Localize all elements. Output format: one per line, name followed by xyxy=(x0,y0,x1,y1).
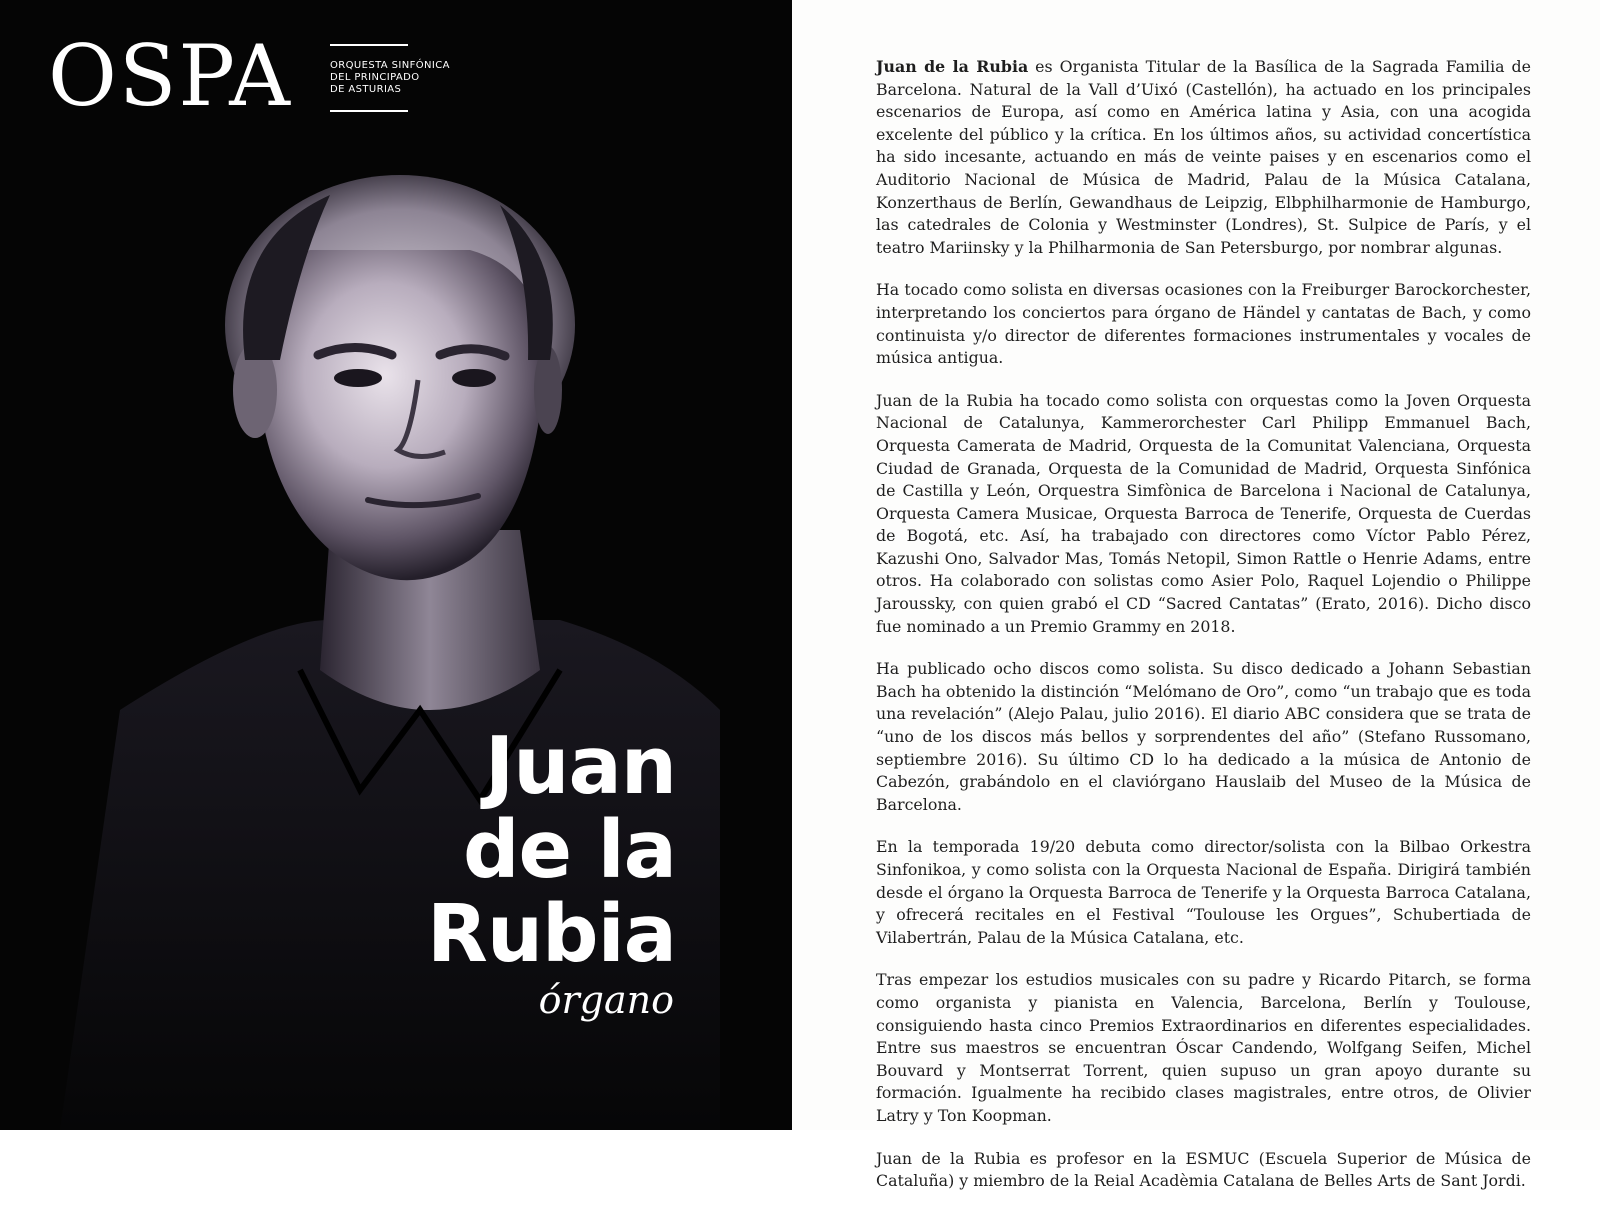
artist-name-line-1: Juan xyxy=(484,720,676,812)
instrument-label: órgano xyxy=(538,978,674,1022)
bio-paragraph-4: Ha publicado ocho discos como solista. Su disco dedicado a Johann Sebastian Bach ha obtenido la distinción “Melómano de Oro”, como “un trabajo que es toda una revelación” (Alejo Palau, julio 2016). El diario ABC considera que se trata de “uno de los discos más bellos y sorprendentes del año” (Stefano Russomano, septiembre 2016). Su último CD lo ha dedicado a la música de Antonio de Cabezón, grabándolo en el claviórgano Hauslaib del Museo de la Música de Barcelona. xyxy=(876,659,1531,814)
orchestra-line-2: DEL PRINCIPADO xyxy=(330,72,420,83)
bio-paragraph-1-text: es Organista Titular de la Basílica de la Sagrada Familia de Barcelona. Natural de la Vall d’Uixó (Castellón), ha actuado en los principales escenarios de Europa, así como en América latina y Asia, con una acogida excelente del público y la crítica. En los últimos años, su actividad concertística ha sido incesante, actuando en más de veinte paises y en escenarios como el Auditorio Nacional de Música de Madrid, Palau de la Música Catalana, Konzerthaus de Berlín, Gewandhaus de Leipzig, Elbphilharmonie de Hamburgo, las catedrales de Colonia y Westminster (Londres), St. Sulpice de París, y el teatro Mariinsky y la Philharmonia de San Petersburgo, por nombrar algunas. xyxy=(876,57,1531,257)
orchestra-line-1: ORQUESTA SINFÓNICA xyxy=(330,60,450,71)
bio-paragraph-1 xyxy=(876,56,1531,259)
artist-name xyxy=(426,720,676,980)
orchestra-name xyxy=(330,44,450,112)
artist-name-line-3: Rubia xyxy=(426,888,676,980)
bio-paragraph-5: En la temporada 19/20 debuta como director/solista con la Bilbao Orkestra Sinfonikoa, y como solista con la Orquesta Nacional de España. Dirigirá también desde el órgano la Orquesta Barroca de Tenerife y la Orquesta Barroca Catalana, y ofrecerá recitales en el Festival “Toulouse les Orgues”, Schubertiada de Vilabertrán, Palau de la Música Catalana, etc. xyxy=(876,837,1531,947)
bio-paragraph-3: Juan de la Rubia ha tocado como solista con orquestas como la Joven Orquesta Nacional de Catalunya, Kammerorchester Carl Philipp Emmanuel Bach, Orquesta Camerata de Madrid, Orquesta de la Comunitat Valenciana, Orquesta Ciudad de Granada, Orquesta de la Comunidad de Madrid, Orquesta Sinfónica de Castilla y León, Orquestra Simfònica de Barcelona i Nacional de Catalunya, Orquesta Camera Musicae, Orquesta Barroca de Tenerife, Orquesta de Cuerdas de Bogotá, etc. Así, ha trabajado con directores como Víctor Pablo Pérez, Kazushi Ono, Salvador Mas, Tomás Netopil, Simon Rattle o Henrie Adams, entre otros. Ha colaborado con solistas como Asier Polo, Raquel Lojendio o Philippe Jaroussky, con quien grabó el CD “Sacred Cantatas” (Erato, 2016). Dicho disco fue nominado a un Premio Grammy en 2018. xyxy=(876,390,1531,636)
ospa-logo: OSPA xyxy=(48,27,292,125)
biography-text xyxy=(876,56,1531,1213)
cover-page xyxy=(0,0,792,1130)
orchestra-line-3: DE ASTURIAS xyxy=(330,84,402,95)
artist-name-line-2: de la xyxy=(462,804,676,896)
biography-page xyxy=(792,0,1600,1191)
bio-paragraph-6: Tras empezar los estudios musicales con su padre y Ricardo Pitarch, se forma como organista y pianista en Valencia, Barcelona, Berlín y Toulouse, consiguiendo hasta cinco Premios Extraordinarios en diferentes especialidades. Entre sus maestros se encuentran Óscar Candendo, Wolfgang Seifen, Michel Bouvard y Montserrat Torrent, quien supuso un gran apoyo durante su formación. Igualmente ha recibido clases magistrales, entre otros, de Olivier Latry y Ton Koopman. xyxy=(876,970,1531,1125)
bio-paragraph-2: Ha tocado como solista en diversas ocasiones con la Freiburger Barockorchester, interpretando los conciertos para órgano de Händel y cantatas de Bach, y como continuista y/o director de diferentes formaciones instrumentales y vocales de música antigua. xyxy=(876,280,1531,368)
bio-lead-name: Juan de la Rubia xyxy=(876,57,1029,76)
bio-paragraph-7: Juan de la Rubia es profesor en la ESMUC (Escuela Superior de Música de Cataluña) y miembro de la Reial Acadèmia Catalana de Belles Arts de Sant Jordi. xyxy=(876,1148,1531,1191)
